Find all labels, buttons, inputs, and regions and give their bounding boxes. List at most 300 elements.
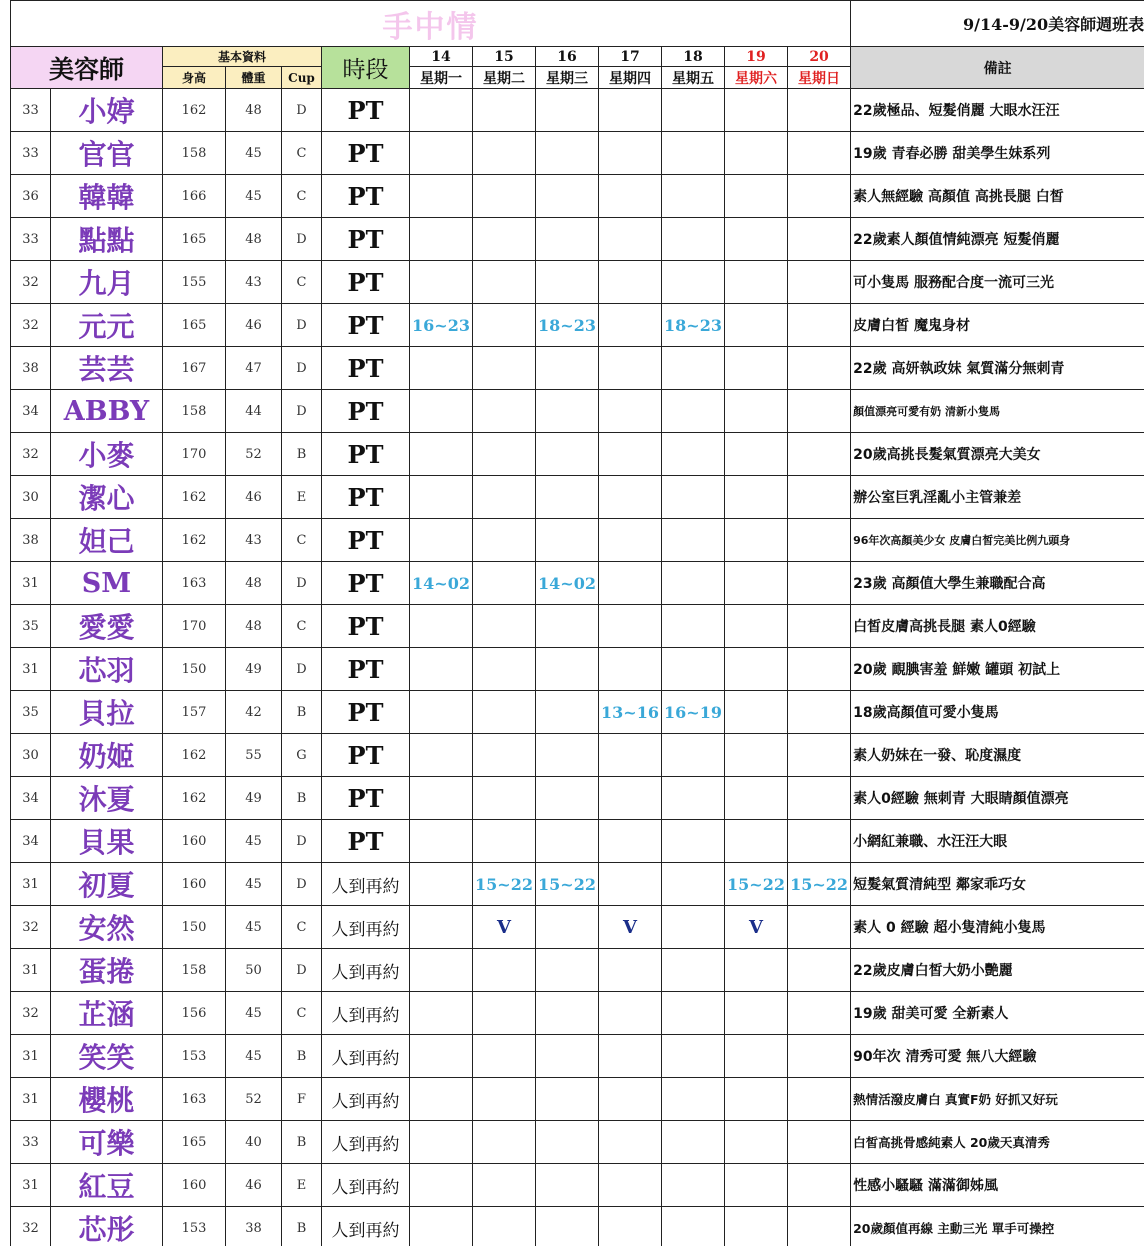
remark-cell: 素人無經驗 高顏值 高挑長腿 白皙 <box>851 175 1144 218</box>
height-cell: 165 <box>163 1121 226 1164</box>
shift-cell <box>599 1035 662 1078</box>
cup-cell: E <box>282 1164 322 1207</box>
shift-cell <box>536 605 599 648</box>
height-cell: 170 <box>163 605 226 648</box>
table-row <box>11 648 1144 691</box>
remark-cell: 19歲 青春必勝 甜美學生妹系列 <box>851 132 1144 175</box>
shift-cell <box>725 777 788 820</box>
shift-cell <box>725 648 788 691</box>
shift-cell <box>536 691 599 734</box>
height-cell: 158 <box>163 390 226 433</box>
period-cell: PT <box>322 734 410 777</box>
shift-cell <box>473 132 536 175</box>
age-cell: 32 <box>11 906 51 949</box>
shift-cell <box>788 949 851 992</box>
cup-cell: C <box>282 992 322 1035</box>
table-row <box>11 1035 1144 1078</box>
shift-cell <box>473 390 536 433</box>
weight-cell: 48 <box>226 605 282 648</box>
shift-cell <box>473 433 536 476</box>
remark-cell: 20歲高挑長髮氣質漂亮大美女 <box>851 433 1144 476</box>
period-cell: 人到再約 <box>322 1164 410 1207</box>
cup-cell: D <box>282 347 322 390</box>
shift-cell <box>410 1035 473 1078</box>
shift-cell <box>536 132 599 175</box>
shift-cell <box>788 132 851 175</box>
therapist-name: 潔心 <box>51 476 163 519</box>
shift-cell <box>599 648 662 691</box>
table-row <box>11 691 1144 734</box>
page-title: 手中情 <box>11 1 851 47</box>
cup-cell: D <box>282 863 322 906</box>
shift-cell <box>662 949 725 992</box>
shift-cell <box>410 992 473 1035</box>
therapist-name: 妲己 <box>51 519 163 562</box>
shift-cell <box>599 132 662 175</box>
weight-cell: 45 <box>226 820 282 863</box>
shift-cell <box>788 1207 851 1246</box>
age-cell: 38 <box>11 347 51 390</box>
table-row <box>11 820 1144 863</box>
schedule-table <box>10 0 1144 1246</box>
shift-cell <box>410 132 473 175</box>
cup-cell: C <box>282 175 322 218</box>
table-row <box>11 605 1144 648</box>
weight-cell: 43 <box>226 261 282 304</box>
therapist-name: 芯彤 <box>51 1207 163 1246</box>
shift-cell <box>473 605 536 648</box>
table-row <box>11 1207 1144 1246</box>
age-cell: 31 <box>11 648 51 691</box>
shift-cell <box>788 1078 851 1121</box>
shift-cell <box>662 89 725 132</box>
shift-cell <box>410 734 473 777</box>
weight-cell: 49 <box>226 777 282 820</box>
shift-cell <box>473 648 536 691</box>
shift-cell <box>599 476 662 519</box>
shift-cell <box>410 691 473 734</box>
shift-cell <box>599 949 662 992</box>
shift-cell: 18~23 <box>536 304 599 347</box>
height-cell: 156 <box>163 992 226 1035</box>
height-cell: 157 <box>163 691 226 734</box>
shift-cell <box>473 734 536 777</box>
remark-cell: 22歲素人顏值情純漂亮 短髮俏麗 <box>851 218 1144 261</box>
shift-cell <box>599 1121 662 1164</box>
therapist-name: SM <box>51 562 163 605</box>
cup-cell: F <box>282 1078 322 1121</box>
table-row <box>11 906 1144 949</box>
table-row <box>11 863 1144 906</box>
age-cell: 32 <box>11 1207 51 1246</box>
shift-cell <box>536 1078 599 1121</box>
col-header-height: 身高 <box>163 67 226 89</box>
shift-cell <box>410 261 473 304</box>
remark-cell: 23歲 高顏值大學生兼職配合高 <box>851 562 1144 605</box>
shift-cell <box>473 1078 536 1121</box>
shift-cell <box>536 476 599 519</box>
shift-cell <box>788 476 851 519</box>
weight-cell: 46 <box>226 476 282 519</box>
shift-cell <box>473 476 536 519</box>
remark-cell: 白皙高挑骨感純素人 20歲天真清秀 <box>851 1121 1144 1164</box>
weight-cell: 48 <box>226 218 282 261</box>
therapist-name: 小麥 <box>51 433 163 476</box>
cup-cell: G <box>282 734 322 777</box>
shift-cell <box>599 175 662 218</box>
weight-cell: 43 <box>226 519 282 562</box>
week-range: 9/14-9/20美容師週班表 <box>851 1 1144 47</box>
shift-cell <box>788 347 851 390</box>
shift-cell <box>662 1121 725 1164</box>
shift-cell <box>788 218 851 261</box>
shift-cell <box>725 261 788 304</box>
shift-cell <box>599 777 662 820</box>
therapist-name: 芷涵 <box>51 992 163 1035</box>
shift-cell <box>662 734 725 777</box>
period-cell: PT <box>322 691 410 734</box>
shift-cell <box>788 777 851 820</box>
therapist-name: 芸芸 <box>51 347 163 390</box>
table-row <box>11 562 1144 605</box>
shift-cell <box>788 304 851 347</box>
age-cell: 32 <box>11 261 51 304</box>
remark-cell: 可小隻馬 服務配合度一流可三光 <box>851 261 1144 304</box>
day-date: 20 <box>788 47 851 67</box>
shift-cell <box>725 1078 788 1121</box>
shift-cell <box>599 261 662 304</box>
shift-cell <box>599 605 662 648</box>
weight-cell: 45 <box>226 132 282 175</box>
shift-cell <box>536 175 599 218</box>
shift-cell <box>410 906 473 949</box>
therapist-name: 櫻桃 <box>51 1078 163 1121</box>
shift-cell <box>725 992 788 1035</box>
shift-cell <box>788 906 851 949</box>
shift-cell <box>725 1207 788 1246</box>
cup-cell: C <box>282 132 322 175</box>
shift-cell <box>662 1164 725 1207</box>
shift-cell <box>725 476 788 519</box>
period-cell: 人到再約 <box>322 992 410 1035</box>
cup-cell: D <box>282 304 322 347</box>
shift-cell <box>410 1121 473 1164</box>
table-row <box>11 390 1144 433</box>
remark-cell: 辦公室巨乳淫亂小主管兼差 <box>851 476 1144 519</box>
shift-cell <box>662 906 725 949</box>
therapist-name: 芯羽 <box>51 648 163 691</box>
col-header-remark: 備註 <box>851 47 1144 89</box>
period-cell: PT <box>322 476 410 519</box>
shift-cell <box>662 433 725 476</box>
shift-cell <box>536 820 599 863</box>
shift-cell <box>599 304 662 347</box>
period-cell: PT <box>322 562 410 605</box>
weight-cell: 46 <box>226 1164 282 1207</box>
height-cell: 160 <box>163 863 226 906</box>
shift-cell <box>473 1164 536 1207</box>
therapist-name: 愛愛 <box>51 605 163 648</box>
table-row <box>11 218 1144 261</box>
therapist-name: 官官 <box>51 132 163 175</box>
table-row <box>11 734 1144 777</box>
age-cell: 33 <box>11 89 51 132</box>
weight-cell: 45 <box>226 1035 282 1078</box>
shift-cell <box>473 820 536 863</box>
period-cell: 人到再約 <box>322 1035 410 1078</box>
weight-cell: 48 <box>226 89 282 132</box>
shift-cell <box>536 1121 599 1164</box>
shift-cell <box>788 691 851 734</box>
therapist-name: 沐夏 <box>51 777 163 820</box>
age-cell: 30 <box>11 734 51 777</box>
shift-cell <box>536 1164 599 1207</box>
shift-cell <box>788 648 851 691</box>
shift-cell <box>473 261 536 304</box>
shift-cell <box>725 820 788 863</box>
shift-cell <box>788 1121 851 1164</box>
shift-cell <box>410 1078 473 1121</box>
height-cell: 158 <box>163 132 226 175</box>
col-header-weight: 體重 <box>226 67 282 89</box>
weight-cell: 50 <box>226 949 282 992</box>
cup-cell: D <box>282 820 322 863</box>
therapist-name: 貝果 <box>51 820 163 863</box>
shift-cell <box>662 175 725 218</box>
shift-cell <box>599 992 662 1035</box>
period-cell: PT <box>322 519 410 562</box>
weight-cell: 45 <box>226 992 282 1035</box>
period-cell: 人到再約 <box>322 1207 410 1246</box>
table-row <box>11 261 1144 304</box>
height-cell: 165 <box>163 304 226 347</box>
cup-cell: C <box>282 605 322 648</box>
shift-cell <box>473 777 536 820</box>
age-cell: 31 <box>11 949 51 992</box>
shift-cell <box>599 347 662 390</box>
table-row <box>11 433 1144 476</box>
height-cell: 162 <box>163 777 226 820</box>
remark-cell: 素人奶妹在一發、恥度濕度 <box>851 734 1144 777</box>
remark-cell: 素人 0 經驗 超小隻清純小隻馬 <box>851 906 1144 949</box>
height-cell: 166 <box>163 175 226 218</box>
shift-cell <box>599 433 662 476</box>
shift-cell <box>473 1121 536 1164</box>
shift-cell <box>662 519 725 562</box>
cup-cell: D <box>282 89 322 132</box>
therapist-name: 奶姬 <box>51 734 163 777</box>
height-cell: 163 <box>163 562 226 605</box>
weight-cell: 55 <box>226 734 282 777</box>
table-row <box>11 777 1144 820</box>
weight-cell: 45 <box>226 175 282 218</box>
height-cell: 163 <box>163 1078 226 1121</box>
shift-cell <box>536 89 599 132</box>
shift-cell <box>410 863 473 906</box>
therapist-name: ABBY <box>51 390 163 433</box>
height-cell: 170 <box>163 433 226 476</box>
shift-cell <box>662 648 725 691</box>
shift-cell <box>536 648 599 691</box>
table-row <box>11 992 1144 1035</box>
shift-cell <box>599 1207 662 1246</box>
day-date: 15 <box>473 47 536 67</box>
shift-cell <box>599 734 662 777</box>
shift-cell <box>788 1035 851 1078</box>
remark-cell: 熱情活潑皮膚白 真實F奶 好抓又好玩 <box>851 1078 1144 1121</box>
therapist-name: 貝拉 <box>51 691 163 734</box>
shift-cell <box>536 433 599 476</box>
period-cell: PT <box>322 218 410 261</box>
age-cell: 31 <box>11 1164 51 1207</box>
day-weekday: 星期日 <box>788 67 851 89</box>
height-cell: 160 <box>163 1164 226 1207</box>
shift-cell <box>599 820 662 863</box>
shift-cell <box>662 218 725 261</box>
shift-cell <box>725 1035 788 1078</box>
shift-cell <box>788 820 851 863</box>
remark-cell: 白皙皮膚高挑長腿 素人0經驗 <box>851 605 1144 648</box>
shift-cell <box>410 476 473 519</box>
cup-cell: B <box>282 1035 322 1078</box>
remark-cell: 22歲極品、短髮俏麗 大眼水汪汪 <box>851 89 1144 132</box>
weight-cell: 49 <box>226 648 282 691</box>
cup-cell: D <box>282 390 322 433</box>
shift-cell <box>788 605 851 648</box>
therapist-name: 可樂 <box>51 1121 163 1164</box>
shift-cell <box>599 863 662 906</box>
period-cell: 人到再約 <box>322 949 410 992</box>
shift-cell <box>410 1164 473 1207</box>
shift-cell <box>536 1207 599 1246</box>
shift-cell <box>410 820 473 863</box>
table-row <box>11 304 1144 347</box>
shift-cell <box>410 175 473 218</box>
remark-cell: 90年次 清秀可愛 無八大經驗 <box>851 1035 1144 1078</box>
shift-cell <box>410 949 473 992</box>
shift-cell <box>410 218 473 261</box>
table-row <box>11 175 1144 218</box>
shift-cell <box>662 777 725 820</box>
day-date: 16 <box>536 47 599 67</box>
weight-cell: 52 <box>226 1078 282 1121</box>
cup-cell: D <box>282 562 322 605</box>
age-cell: 35 <box>11 691 51 734</box>
height-cell: 167 <box>163 347 226 390</box>
age-cell: 30 <box>11 476 51 519</box>
age-cell: 31 <box>11 863 51 906</box>
weight-cell: 46 <box>226 304 282 347</box>
table-row <box>11 1078 1144 1121</box>
shift-cell <box>662 863 725 906</box>
shift-cell <box>725 304 788 347</box>
shift-cell <box>473 519 536 562</box>
table-row <box>11 1121 1144 1164</box>
cup-cell: B <box>282 777 322 820</box>
shift-cell <box>410 89 473 132</box>
weight-cell: 42 <box>226 691 282 734</box>
weight-cell: 44 <box>226 390 282 433</box>
shift-cell <box>662 261 725 304</box>
age-cell: 38 <box>11 519 51 562</box>
shift-cell <box>473 89 536 132</box>
shift-cell <box>536 218 599 261</box>
table-row <box>11 1164 1144 1207</box>
shift-cell <box>599 1078 662 1121</box>
weight-cell: 45 <box>226 906 282 949</box>
shift-cell <box>536 949 599 992</box>
shift-cell <box>725 605 788 648</box>
weight-cell: 38 <box>226 1207 282 1246</box>
shift-cell <box>788 175 851 218</box>
therapist-name: 紅豆 <box>51 1164 163 1207</box>
cup-cell: C <box>282 906 322 949</box>
col-header-basic: 基本資料 <box>163 47 322 67</box>
shift-cell <box>725 519 788 562</box>
shift-cell <box>536 1035 599 1078</box>
remark-cell: 短髮氣質清純型 鄰家乖巧女 <box>851 863 1144 906</box>
shift-cell <box>725 89 788 132</box>
shift-cell <box>725 175 788 218</box>
weight-cell: 40 <box>226 1121 282 1164</box>
remark-cell: 顏值漂亮可愛有奶 清新小隻馬 <box>851 390 1144 433</box>
shift-cell <box>662 132 725 175</box>
cup-cell: D <box>282 648 322 691</box>
period-cell: PT <box>322 304 410 347</box>
shift-cell <box>536 347 599 390</box>
age-cell: 33 <box>11 132 51 175</box>
shift-cell <box>662 605 725 648</box>
shift-cell <box>536 906 599 949</box>
shift-cell <box>725 132 788 175</box>
therapist-name: 點點 <box>51 218 163 261</box>
height-cell: 158 <box>163 949 226 992</box>
shift-cell <box>473 218 536 261</box>
period-cell: PT <box>322 175 410 218</box>
shift-cell <box>788 519 851 562</box>
period-cell: 人到再約 <box>322 1121 410 1164</box>
remark-cell: 皮膚白皙 魔鬼身材 <box>851 304 1144 347</box>
shift-cell <box>725 347 788 390</box>
shift-cell <box>473 949 536 992</box>
period-cell: PT <box>322 777 410 820</box>
remark-cell: 22歲皮膚白皙大奶小艷麗 <box>851 949 1144 992</box>
shift-cell: 15~22 <box>725 863 788 906</box>
remark-cell: 20歲 靦腆害羞 鮮嫩 罐頭 初試上 <box>851 648 1144 691</box>
period-cell: PT <box>322 89 410 132</box>
cup-cell: B <box>282 691 322 734</box>
shift-cell: V <box>599 906 662 949</box>
age-cell: 31 <box>11 1035 51 1078</box>
age-cell: 31 <box>11 1078 51 1121</box>
shift-cell: 15~22 <box>473 863 536 906</box>
shift-cell: 14~02 <box>536 562 599 605</box>
height-cell: 160 <box>163 820 226 863</box>
shift-cell <box>410 648 473 691</box>
shift-cell: 15~22 <box>788 863 851 906</box>
period-cell: PT <box>322 132 410 175</box>
height-cell: 162 <box>163 89 226 132</box>
shift-cell <box>473 691 536 734</box>
therapist-name: 蛋捲 <box>51 949 163 992</box>
weight-cell: 47 <box>226 347 282 390</box>
shift-cell <box>473 175 536 218</box>
shift-cell <box>788 992 851 1035</box>
shift-cell <box>410 519 473 562</box>
remark-cell: 性感小騷騷 滿滿御姊風 <box>851 1164 1144 1207</box>
shift-cell <box>536 992 599 1035</box>
shift-cell <box>662 562 725 605</box>
